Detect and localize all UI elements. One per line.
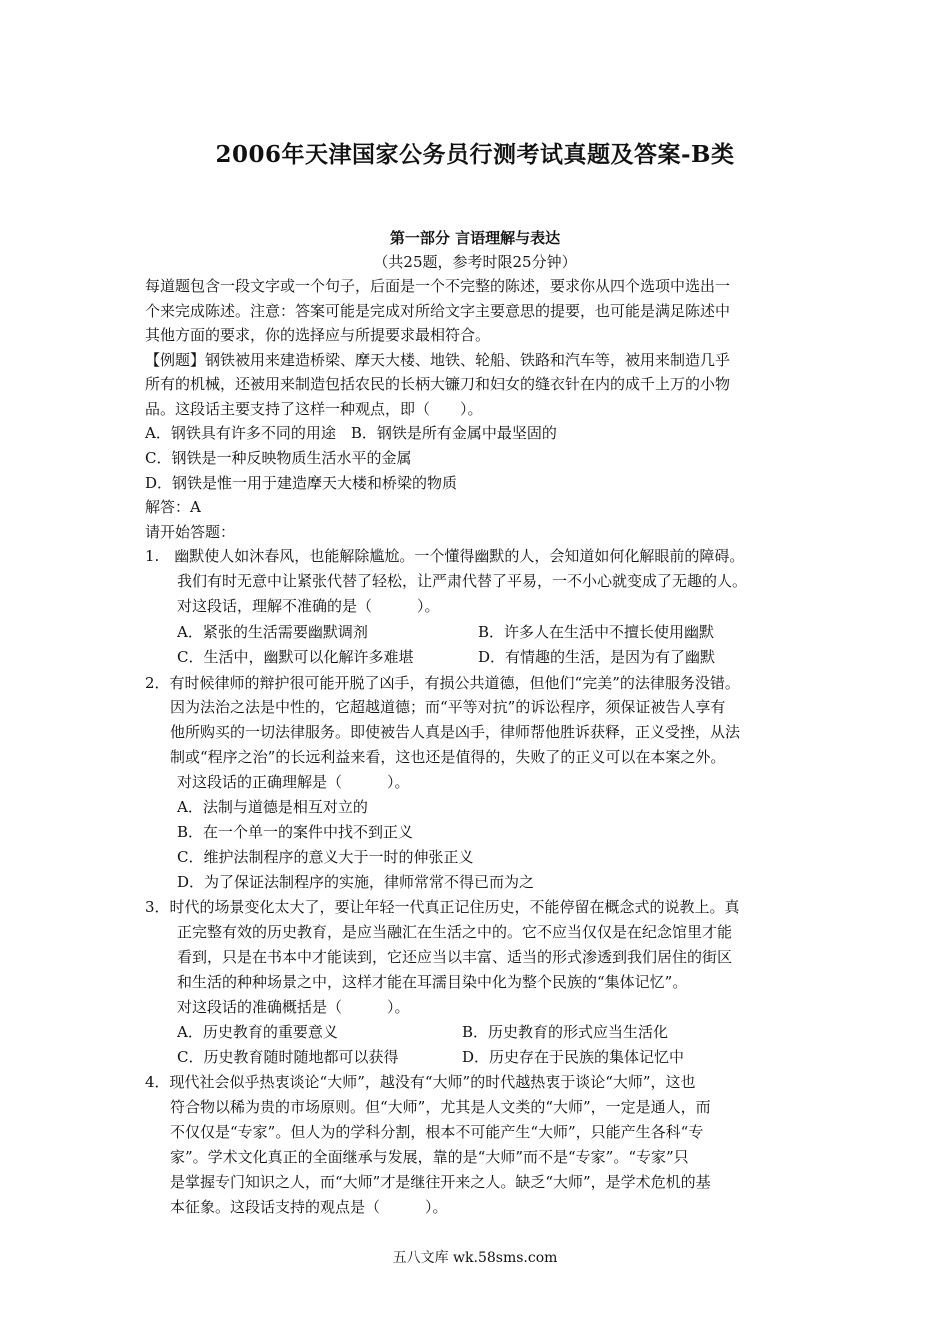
question-3-line: 看到，只是在书本中才能读到，它还应当以丰富、适当的形式渗透到我们居住的街区: [177, 948, 733, 966]
question-2-option-c: C．维护法制程序的意义大于一时的伸张正义: [177, 848, 474, 866]
question-3-line: 和生活的种种场景之中，这样才能在耳濡目染中化为整个民族的“集体记忆”。: [177, 973, 688, 991]
instructions-line: 每道题包含一段文字或一个句子，后面是一个不完整的陈述，要求你从四个选项中选出一: [145, 277, 731, 295]
example-option: A．钢铁具有许多不同的用途 B．钢铁是所有金属中最坚固的: [145, 424, 557, 442]
question-3-line: 3．时代的场景变化太大了，要让年轻一代真正记住历史，不能停留在概念式的说教上。真: [145, 898, 740, 916]
question-1-option-d: D．有情趣的生活，是因为有了幽默: [478, 648, 716, 666]
question-3-line: 对这段话的准确概括是（ ）。: [177, 998, 410, 1016]
instructions-line: 其他方面的要求，你的选择应与所提要求最相符合。: [145, 326, 491, 344]
question-3-option-a: A．历史教育的重要意义: [177, 1023, 338, 1041]
question-3-line: 正完整有效的历史教育，是应当融汇在生活之中的。它不应当仅仅是在纪念馆里才能: [177, 923, 733, 941]
example-answer: 解答：A: [145, 498, 201, 516]
question-3-option-c: C．历史教育随时随地都可以获得: [177, 1048, 399, 1066]
question-2-option-a: A．法制与道德是相互对立的: [177, 798, 368, 816]
document-title: 2006年天津国家公务员行测考试真题及答案-B类: [215, 141, 735, 168]
start-prompt: 请开始答题：: [145, 523, 236, 541]
section-heading: 第一部分 言语理解与表达: [389, 229, 561, 247]
question-4-line: 家”。学术文化真正的全面继承与发展，靠的是“大师”而不是“专家”。“专家”只: [170, 1148, 689, 1166]
question-1-line: 我们有时无意中让紧张代替了轻松，让严肃代替了平易，一不小心就变成了无趣的人。: [177, 572, 748, 590]
example-line: 所有的机械，还被用来制造包括农民的长柄大镰刀和妇女的缝衣针在内的成千上万的小物: [145, 375, 731, 393]
question-4-line: 本征象。这段话支持的观点是（ ）。: [170, 1198, 448, 1216]
question-1-option-b: B．许多人在生活中不擅长使用幽默: [478, 623, 715, 641]
question-2-line: 因为法治之法是中性的，它超越道德；而“平等对抗”的诉讼程序，须保证被告人享有: [170, 698, 726, 716]
question-2-line: 制或“程序之治”的长远利益来看，这也还是值得的，失败了的正义可以在本案之外。: [170, 748, 726, 766]
question-2-line: 他所购买的一切法律服务。即使被告人真是凶手，律师帮他胜诉获释，正义受挫，从法: [170, 723, 741, 741]
question-4-line: 不仅仅是“专家”。但人为的学科分割，根本不可能产生“大师”，只能产生各科“专: [170, 1123, 704, 1141]
example-line: 【例题】钢铁被用来建造桥梁、摩天大楼、地铁、轮船、铁路和汽车等，被用来制造几乎: [145, 351, 731, 369]
question-1-option-a: A．紧张的生活需要幽默调剂: [177, 623, 368, 641]
question-3-option-b: B．历史教育的形式应当生活化: [462, 1023, 669, 1041]
question-3-option-d: D．历史存在于民族的集体记忆中: [462, 1048, 685, 1066]
question-1-line: 1. 幽默使人如沐春风，也能解除尴尬。一个懂得幽默的人，会知道如何化解眼前的障碍。: [145, 547, 745, 565]
question-4-line: 4．现代社会似乎热衷谈论“大师”，越没有“大师”的时代越热衷于谈论“大师”，这也: [145, 1073, 696, 1091]
question-2-line: 2．有时候律师的辩护很可能开脱了凶手，有损公共道德，但他们“完美”的法律服务没错。: [145, 674, 740, 692]
question-2-option-b: B．在一个单一的案件中找不到正义: [177, 823, 414, 841]
instructions-line: 个来完成陈述。注意：答案可能是完成对所给文字主要意思的提要，也可能是满足陈述中: [145, 302, 731, 320]
example-line: 品。这段话主要支持了这样一种观点，即（ ）。: [145, 400, 483, 418]
question-1-line: 对这段话，理解不准确的是（ ）。: [177, 597, 440, 615]
question-1-option-c: C．生活中，幽默可以化解许多难堪: [177, 648, 414, 666]
example-option: D．钢铁是惟一用于建造摩天大楼和桥梁的物质: [145, 474, 458, 492]
page-footer: 五八文库 wk.58sms.com: [392, 1250, 558, 1266]
question-2-line: 对这段话的正确理解是（ ）。: [177, 773, 410, 791]
question-4-line: 符合物以稀为贵的市场原则。但“大师”，尤其是人文类的“大师”，一定是通人，而: [170, 1098, 711, 1116]
example-option: C．钢铁是一种反映物质生活水平的金属: [145, 449, 412, 467]
section-subheading: （共25题，参考时限25分钟）: [373, 253, 577, 271]
question-2-option-d: D．为了保证法制程序的实施，律师常常不得已而为之: [177, 873, 535, 891]
question-4-line: 是掌握专门知识之人，而“大师”才是继往开来之人。缺乏“大师”，是学术危机的基: [170, 1173, 711, 1191]
